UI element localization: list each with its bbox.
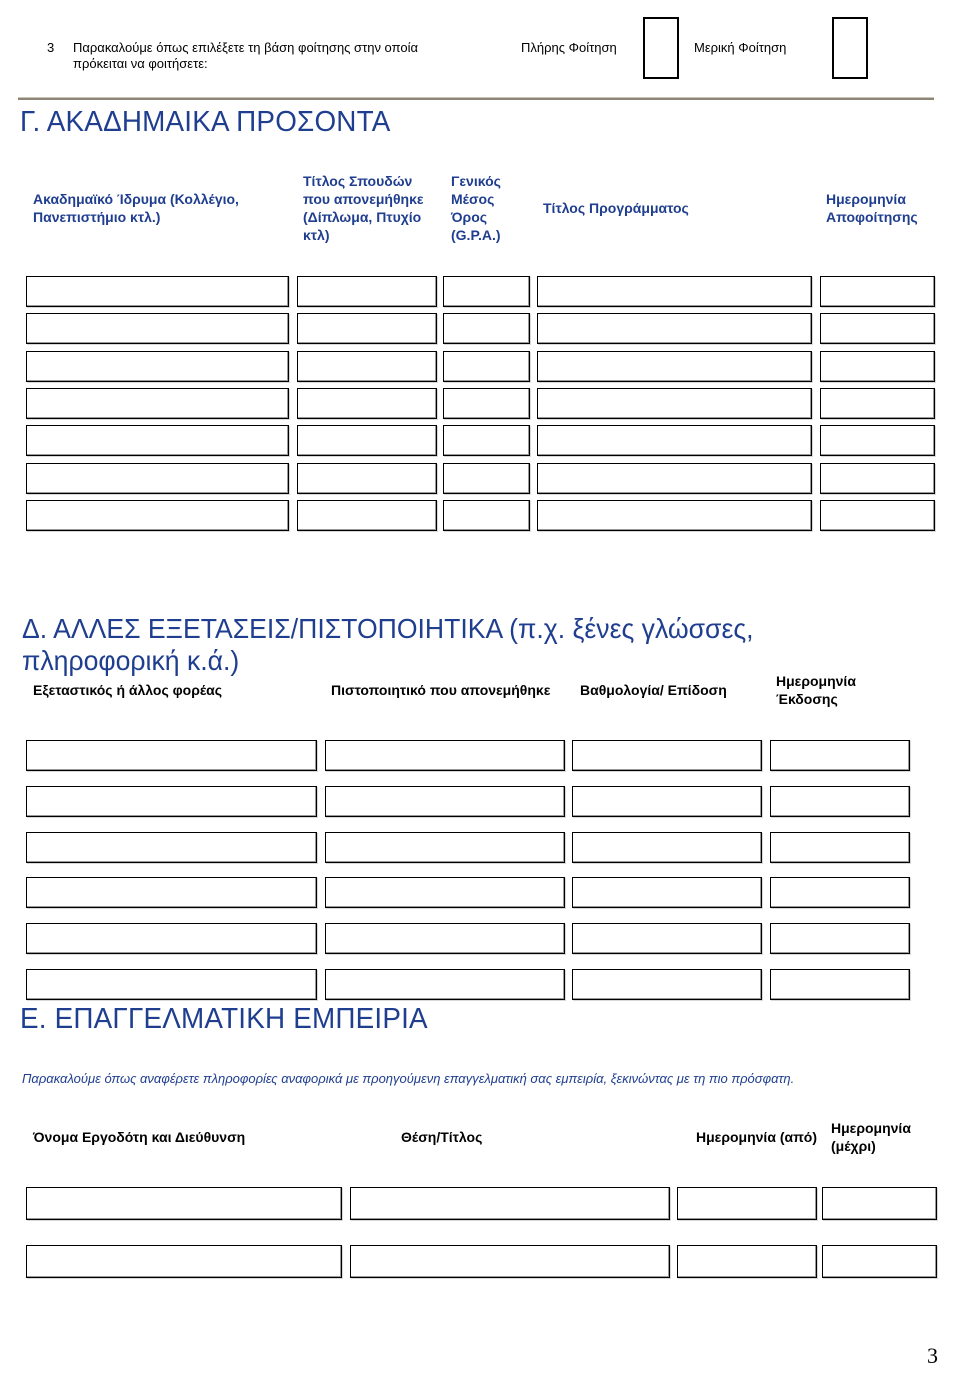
exams-col-grade: Βαθμολογία/ Επίδοση xyxy=(580,682,727,698)
academic-cell[interactable] xyxy=(537,500,812,531)
exams-cell[interactable] xyxy=(26,923,317,954)
academic-cell[interactable] xyxy=(820,500,935,531)
academic-cell[interactable] xyxy=(297,463,437,494)
experience-cell[interactable] xyxy=(26,1245,342,1278)
experience-col-from: Ημερομηνία (από) xyxy=(696,1129,818,1145)
experience-section-title: Ε. ΕΠΑΓΓΕΛΜΑΤΙΚΗ ΕΜΠΕΙΡΙΑ xyxy=(20,1003,428,1035)
academic-cell[interactable] xyxy=(820,276,935,307)
academic-cell[interactable] xyxy=(820,388,935,419)
exams-section-title: Δ. ΑΛΛΕΣ ΕΞΕΤΑΣΕΙΣ/ΠΙΣΤΟΠΟΙΗΤΙΚΑ (π.χ. ξένες γλώσσες, πληροφορική κ.ά.) xyxy=(22,613,754,676)
academic-cell[interactable] xyxy=(537,276,812,307)
academic-cell[interactable] xyxy=(820,313,935,344)
exams-cell[interactable] xyxy=(325,969,565,1000)
exams-cell[interactable] xyxy=(26,969,317,1000)
experience-cell[interactable] xyxy=(822,1245,937,1278)
page-number: 3 xyxy=(927,1343,938,1368)
experience-intro: Παρακαλούμε όπως αναφέρετε πληροφορίες αναφορικά με προηγούμενη επαγγελματική σας εμπειρία, ξεκινώντας με τη πιο πρόσφατη. xyxy=(22,1071,795,1086)
academic-cell[interactable] xyxy=(26,388,289,419)
academic-col-institution: Ακαδημαϊκό Ίδρυμα (Κολλέγιο, Πανεπιστήμιο κτλ.) xyxy=(33,191,239,225)
exams-cell[interactable] xyxy=(325,923,565,954)
academic-col-degree: Τίτλος Σπουδών που απονεμήθηκε (Δίπλωμα, Πτυχίο κτλ) xyxy=(303,173,424,243)
exams-cell[interactable] xyxy=(572,877,762,908)
exams-cell[interactable] xyxy=(770,832,910,863)
academic-cell[interactable] xyxy=(537,425,812,456)
question-number: 3 xyxy=(47,40,55,55)
academic-cell[interactable] xyxy=(537,388,812,419)
academic-cell[interactable] xyxy=(297,351,437,382)
academic-cell[interactable] xyxy=(443,425,530,456)
section-divider xyxy=(18,97,934,100)
exams-col-body: Εξεταστικός ή άλλος φορέας xyxy=(33,682,223,698)
experience-cell[interactable] xyxy=(822,1187,937,1220)
academic-cell[interactable] xyxy=(26,463,289,494)
experience-col-to: Ημερομηνία (μέχρι) xyxy=(831,1120,911,1154)
exams-cell[interactable] xyxy=(770,786,910,817)
option-full-time-label: Πλήρης Φοίτηση xyxy=(521,40,617,55)
academic-cell[interactable] xyxy=(443,276,530,307)
option-part-time-label: Μερική Φοίτηση xyxy=(694,40,787,55)
exams-col-certificate: Πιστοποιητικό που απονεμήθηκε xyxy=(331,682,551,698)
experience-cell[interactable] xyxy=(350,1187,670,1220)
academic-cell[interactable] xyxy=(26,351,289,382)
exams-col-issue-date: Ημερομηνία Έκδοσης xyxy=(776,673,856,707)
exams-cell[interactable] xyxy=(325,740,565,771)
academic-cell[interactable] xyxy=(443,388,530,419)
exams-cell[interactable] xyxy=(572,786,762,817)
academic-cell[interactable] xyxy=(443,500,530,531)
exams-cell[interactable] xyxy=(325,786,565,817)
academic-cell[interactable] xyxy=(537,313,812,344)
academic-cell[interactable] xyxy=(297,313,437,344)
academic-cell[interactable] xyxy=(820,351,935,382)
academic-col-gpa: Γενικός Μέσος Όρος (G.P.A.) xyxy=(451,173,501,243)
experience-cell[interactable] xyxy=(350,1245,670,1278)
option-full-time-checkbox[interactable] xyxy=(643,17,679,79)
academic-cell[interactable] xyxy=(820,463,935,494)
academic-cell[interactable] xyxy=(26,313,289,344)
exams-cell[interactable] xyxy=(572,969,762,1000)
exams-cell[interactable] xyxy=(325,832,565,863)
experience-col-employer: Όνομα Εργοδότη και Διεύθυνση xyxy=(33,1129,246,1145)
academic-cell[interactable] xyxy=(297,425,437,456)
academic-cell[interactable] xyxy=(443,313,530,344)
academic-cell[interactable] xyxy=(443,351,530,382)
academic-cell[interactable] xyxy=(537,463,812,494)
academic-cell[interactable] xyxy=(297,388,437,419)
academic-cell[interactable] xyxy=(26,276,289,307)
exams-cell[interactable] xyxy=(770,923,910,954)
exams-cell[interactable] xyxy=(770,877,910,908)
academic-cell[interactable] xyxy=(26,500,289,531)
academic-cell[interactable] xyxy=(26,425,289,456)
option-part-time-checkbox[interactable] xyxy=(832,17,868,79)
exams-cell[interactable] xyxy=(572,832,762,863)
academic-cell[interactable] xyxy=(297,500,437,531)
exams-cell[interactable] xyxy=(26,877,317,908)
exams-cell[interactable] xyxy=(572,740,762,771)
experience-cell[interactable] xyxy=(677,1245,817,1278)
academic-cell[interactable] xyxy=(820,425,935,456)
experience-cell[interactable] xyxy=(26,1187,342,1220)
exams-cell[interactable] xyxy=(26,786,317,817)
academic-col-program: Τίτλος Προγράμματος xyxy=(543,200,689,216)
exams-cell[interactable] xyxy=(26,832,317,863)
academic-cell[interactable] xyxy=(297,276,437,307)
exams-cell[interactable] xyxy=(770,740,910,771)
exams-cell[interactable] xyxy=(572,923,762,954)
academic-col-graduation-date: Ημερομηνία Αποφοίτησης xyxy=(826,191,918,225)
academic-cell[interactable] xyxy=(537,351,812,382)
experience-col-position: Θέση/Τίτλος xyxy=(401,1129,483,1145)
academic-cell[interactable] xyxy=(443,463,530,494)
exams-cell[interactable] xyxy=(26,740,317,771)
exams-cell[interactable] xyxy=(325,877,565,908)
exams-cell[interactable] xyxy=(770,969,910,1000)
experience-cell[interactable] xyxy=(677,1187,817,1220)
academic-section-title: Γ. ΑΚΑΔΗΜΑΙΚΑ ΠΡΟΣΟΝΤΑ xyxy=(20,106,391,138)
question-text: Παρακαλούμε όπως επιλέξετε τη βάση φοίτησης στην οποία πρόκειται να φοιτήσετε: xyxy=(73,40,419,71)
